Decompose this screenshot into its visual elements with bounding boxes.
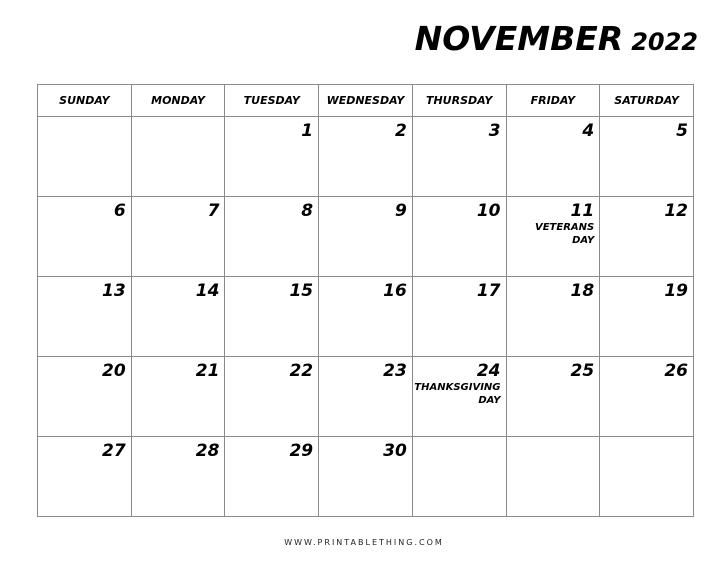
day-number: 25 [570,361,595,381]
day-number: 11 [570,201,595,221]
day-cell [506,437,600,517]
day-number: 26 [664,361,688,381]
day-number: 9 [394,201,407,221]
day-cell [225,117,319,197]
week-row [38,437,694,517]
day-number: 28 [195,441,220,461]
day-cell [412,197,506,277]
day-number: 18 [570,281,595,301]
day-cell [506,277,600,357]
weekday-header-row [38,85,694,117]
day-cell [412,117,506,197]
day-cell [38,117,132,197]
day-cell [506,117,600,197]
week-row [38,117,694,197]
day-number: 6 [113,201,126,221]
year-label: 2022 [631,28,698,56]
day-number: 13 [102,281,126,301]
day-cell [38,277,132,357]
day-number: 14 [195,281,220,301]
day-number: 22 [289,361,314,381]
day-cell [506,197,600,277]
day-number: 15 [289,281,314,301]
day-cell [131,357,225,437]
day-number: 19 [664,281,688,301]
day-cell [319,437,413,517]
day-cell [412,357,506,437]
day-number: 10 [476,201,501,221]
day-number: 1 [301,121,314,141]
day-cell [131,277,225,357]
website-footer: WWW.PRINTABLETHING.COM [284,538,444,547]
week-row [38,357,694,437]
weekday-header: MONDAY [131,85,225,117]
day-cell [319,117,413,197]
day-number: 4 [582,121,595,141]
day-cell [600,197,694,277]
weekday-header: FRIDAY [506,85,600,117]
weekday-header: WEDNESDAY [319,85,413,117]
day-number: 30 [383,441,407,461]
week-row [38,277,694,357]
weekday-header: SATURDAY [600,85,694,117]
day-cell [225,277,319,357]
day-number [38,117,131,123]
day-cell [600,437,694,517]
day-number: 21 [195,361,220,381]
day-cell [319,197,413,277]
day-cell [600,357,694,437]
day-number: 12 [664,201,688,221]
day-cell [506,357,600,437]
holiday-label: THANKSGIVING DAY [414,382,501,406]
day-number [132,117,225,123]
day-cell [38,357,132,437]
day-number: 2 [394,121,407,141]
day-number: 7 [207,201,220,221]
day-number: 3 [488,121,501,141]
day-number: 20 [102,361,126,381]
day-cell [131,117,225,197]
day-cell [225,197,319,277]
weekday-header: TUESDAY [225,85,319,117]
day-number [413,437,506,443]
day-number: 29 [289,441,314,461]
day-number: 27 [102,441,126,461]
weekday-header: SUNDAY [38,85,132,117]
day-cell [600,277,694,357]
day-cell [412,437,506,517]
day-cell [412,277,506,357]
day-number: 8 [301,201,314,221]
holiday-label: VETERANS DAY [534,222,595,246]
calendar-title [414,19,698,58]
calendar-grid [37,84,694,517]
day-number [600,437,693,443]
weekday-header: THURSDAY [412,85,506,117]
day-cell [319,277,413,357]
day-number: 24 [476,361,501,381]
week-row [38,197,694,277]
day-number: 5 [676,121,688,141]
day-cell [225,437,319,517]
day-cell [131,197,225,277]
day-number: 16 [383,281,407,301]
day-cell [225,357,319,437]
day-cell [38,437,132,517]
day-number: 17 [476,281,501,301]
day-cell [600,117,694,197]
day-cell [38,197,132,277]
day-number: 23 [383,361,407,381]
day-cell [131,437,225,517]
month-name: NOVEMBER [414,19,624,58]
day-number [507,437,600,443]
day-cell [319,357,413,437]
